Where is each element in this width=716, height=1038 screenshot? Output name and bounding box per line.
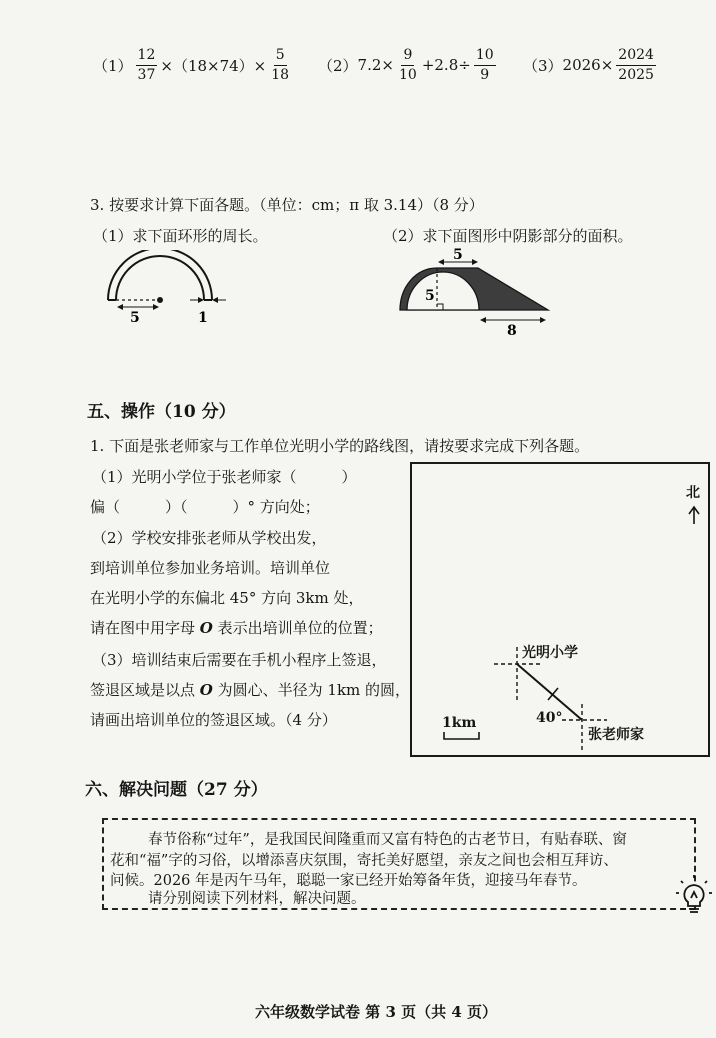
numerator: 10 — [474, 46, 496, 66]
numerator: 2024 — [616, 46, 656, 66]
fraction — [616, 46, 656, 85]
scale-bar — [444, 732, 479, 739]
point-variable: O — [199, 619, 213, 637]
fraction — [397, 46, 419, 85]
radius-label: 5 — [130, 310, 140, 326]
question-line: （1）光明小学位于张老师家（ ） — [92, 468, 357, 486]
expression-operator: +2.8÷ — [421, 56, 471, 74]
line-text: 为圆心、半径为 1km 的圆， — [212, 681, 411, 699]
ring-inner-arc — [116, 256, 204, 300]
question-line: （2）学校安排张老师从学校出发， — [92, 529, 327, 547]
denominator: 18 — [271, 66, 290, 83]
scale-label: 1km — [442, 715, 477, 731]
school-label: 光明小学 — [522, 645, 578, 661]
question-line: 到培训单位参加业务培训。培训单位 — [90, 559, 331, 577]
story-box — [102, 818, 696, 910]
line-text: 签退区域是以点 — [90, 681, 200, 699]
section6-title: 六、解决问题（27 分） — [85, 780, 268, 800]
line-text: 表示出培训单位的位置； — [212, 619, 383, 637]
page-footer: 六年级数学试卷 第 3 页（共 4 页） — [255, 1003, 497, 1021]
line-text: 请在图中用字母 — [90, 619, 200, 637]
story-line: 花和“福”字的习俗，以增添喜庆氛围，寄托美好愿望，亲友之间也会相互拜访、 — [110, 853, 618, 869]
story-line: 问候。2026 年是丙午马年，聪聪一家已经开始筹备年货，迎接马年春节。 — [110, 873, 587, 889]
calc-expression-3 — [523, 43, 659, 87]
section5-intro: 1. 下面是张老师家与工作单位光明小学的路线图，请按要求完成下列各题。 — [90, 437, 590, 455]
question-line — [90, 680, 410, 700]
expression-operand: 7.2× — [357, 56, 394, 74]
section5-title: 五、操作（10 分） — [87, 402, 236, 422]
top-label: 5 — [453, 248, 463, 263]
denominator: 37 — [137, 66, 156, 83]
angle-label: 40° — [536, 710, 563, 726]
question-line: （3）培训结束后需要在手机小程序上签退， — [92, 651, 387, 669]
expression-operand: 2026× — [562, 56, 614, 74]
shaded-figure — [395, 248, 555, 338]
denominator: 2025 — [618, 66, 654, 83]
question-line: 请画出培训单位的签退区域。（4 分） — [90, 711, 337, 729]
fraction — [136, 46, 158, 85]
story-line: 春节俗称“过年”，是我国民间隆重而又富有特色的古老节日，有贴春联、窗 — [148, 832, 627, 848]
section3-title: 3. 按要求计算下面各题。（单位：cm；π 取 3.14）（8 分） — [90, 196, 484, 214]
calc-expression-1 — [93, 43, 294, 87]
home-label: 张老师家 — [588, 727, 644, 743]
north-arrow-icon — [689, 507, 699, 524]
section3-sub1: （1）求下面环形的周长。 — [93, 227, 268, 245]
expression-label: （2） — [318, 56, 358, 75]
fraction — [269, 46, 291, 85]
question-line: 偏（ ）（ ）° 方向处； — [90, 498, 320, 516]
expression-label: （3） — [523, 56, 563, 75]
route-map — [410, 462, 710, 757]
denominator: 9 — [480, 66, 490, 83]
height-label: 5 — [425, 288, 435, 304]
bottom-label: 8 — [507, 323, 517, 338]
numerator: 9 — [401, 46, 414, 66]
story-line: 请分别阅读下列材料，解决问题。 — [148, 891, 366, 907]
point-variable: O — [199, 681, 213, 699]
fraction — [474, 46, 496, 85]
section3-sub2: （2）求下面图形中阴影部分的面积。 — [383, 227, 633, 245]
question-line: 在光明小学的东偏北 45° 方向 3km 处， — [90, 589, 364, 607]
expression-label: （1） — [93, 56, 133, 75]
question-line — [90, 618, 383, 638]
expression-operator: ×（18×74）× — [160, 56, 267, 75]
numerator: 12 — [136, 46, 158, 66]
numerator: 5 — [274, 46, 287, 66]
north-label: 北 — [686, 485, 700, 501]
ring-figure — [100, 250, 230, 330]
denominator: 10 — [398, 66, 417, 83]
ring-center-dot — [157, 297, 163, 303]
width-label: 1 — [198, 310, 208, 326]
lightbulb-icon — [676, 874, 712, 914]
calc-expression-2 — [318, 43, 499, 87]
